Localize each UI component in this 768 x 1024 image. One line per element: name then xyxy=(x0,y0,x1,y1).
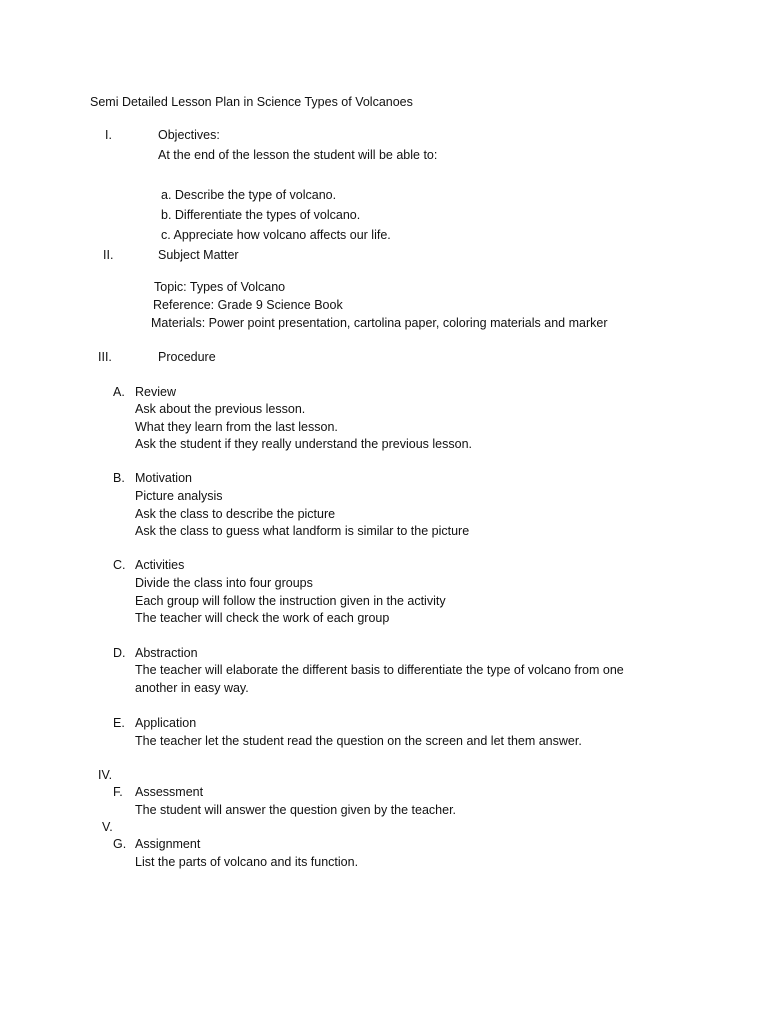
step-line: Ask about the previous lesson. xyxy=(135,402,306,416)
step-letter: B. xyxy=(113,471,125,485)
step-line: The teacher will check the work of each group xyxy=(135,611,390,625)
step-letter: E. xyxy=(113,716,125,730)
step-title-assignment: Assignment xyxy=(135,837,201,851)
step-letter: A. xyxy=(113,385,125,399)
subject-materials: Materials: Power point presentation, cartolina paper, coloring materials and marker xyxy=(151,316,608,330)
step-line: Ask the class to guess what landform is similar to the picture xyxy=(135,524,470,538)
objective-item: a. Describe the type of volcano. xyxy=(161,188,337,202)
step-title-application: Application xyxy=(135,716,197,730)
step-line: Ask the student if they really understand the previous lesson. xyxy=(135,437,472,451)
step-line: The teacher let the student read the question on the screen and let them answer. xyxy=(135,734,582,748)
objective-item: b. Differentiate the types of volcano. xyxy=(161,208,361,222)
step-letter: G. xyxy=(113,837,127,851)
section-numeral-procedure: III. xyxy=(98,350,112,364)
section-numeral-objectives: I. xyxy=(105,128,112,142)
procedure-heading: Procedure xyxy=(158,350,216,364)
subject-topic: Topic: Types of Volcano xyxy=(154,280,286,294)
objectives-intro: At the end of the lesson the student will be able to: xyxy=(158,148,438,162)
step-letter: C. xyxy=(113,558,126,572)
step-line: The student will answer the question given by the teacher. xyxy=(135,803,457,817)
step-line: The teacher will elaborate the different basis to differentiate the type of volcano from one xyxy=(135,663,624,677)
step-line: Ask the class to describe the picture xyxy=(135,507,336,521)
subject-reference: Reference: Grade 9 Science Book xyxy=(153,298,343,312)
section-numeral-assessment: IV. xyxy=(98,768,113,782)
step-line: Picture analysis xyxy=(135,489,223,503)
step-title-review: Review xyxy=(135,385,176,399)
step-line: another in easy way. xyxy=(135,681,249,695)
step-title-activities: Activities xyxy=(135,558,185,572)
step-letter: F. xyxy=(113,785,123,799)
step-line: List the parts of volcano and its function. xyxy=(135,855,359,869)
objectives-heading: Objectives: xyxy=(158,128,220,142)
step-line: Each group will follow the instruction given in the activity xyxy=(135,594,446,608)
objective-item: c. Appreciate how volcano affects our life. xyxy=(161,228,391,242)
section-numeral-assignment: V. xyxy=(102,820,113,834)
step-letter: D. xyxy=(113,646,126,660)
step-title-abstraction: Abstraction xyxy=(135,646,198,660)
step-line: What they learn from the last lesson. xyxy=(135,420,338,434)
step-title-assessment: Assessment xyxy=(135,785,204,799)
subject-matter-heading: Subject Matter xyxy=(158,248,239,262)
document-title: Semi Detailed Lesson Plan in Science Types of Volcanoes xyxy=(90,95,413,109)
step-line: Divide the class into four groups xyxy=(135,576,313,590)
section-numeral-subject-matter: II. xyxy=(103,248,114,262)
step-title-motivation: Motivation xyxy=(135,471,192,485)
